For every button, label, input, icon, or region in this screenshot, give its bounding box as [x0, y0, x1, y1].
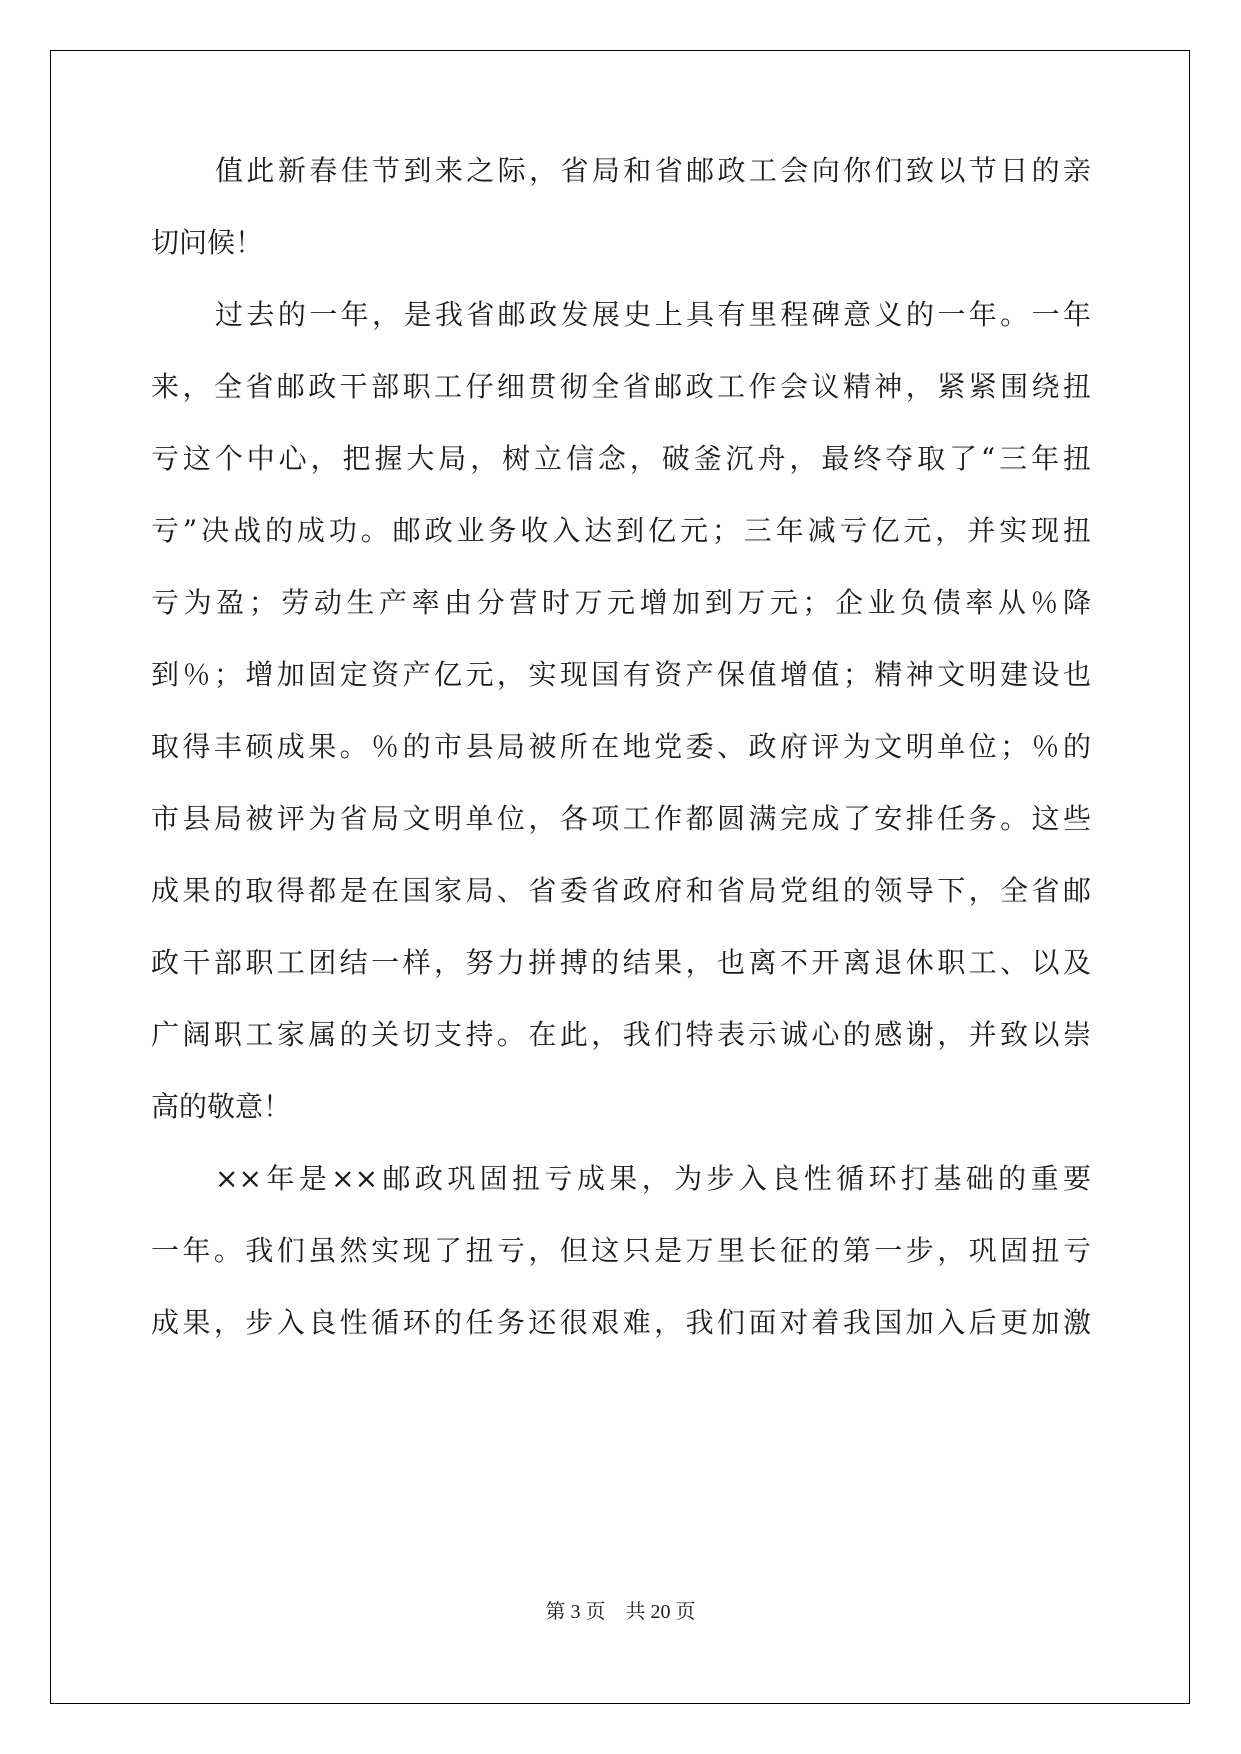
paragraph-2-line-3: 亏这个中心，把握大局，树立信念，破釜沉舟，最终夺取了“三年扭: [151, 442, 1091, 475]
paragraph-2-line-5: 亏为盈；劳动生产率由分营时万元增加到万元；企业负债率从％降: [151, 586, 1091, 619]
paragraph-2-line-11: 广阔职工家属的关切支持。在此，我们特表示诚心的感谢，并致以崇: [151, 1018, 1091, 1051]
paragraph-3-line-3: 成果，步入良性循环的任务还很艰难，我们面对着我国加入后更加激: [151, 1306, 1091, 1339]
paragraph-3-line-2: 一年。我们虽然实现了扭亏，但这只是万里长征的第一步，巩固扭亏: [151, 1234, 1091, 1267]
paragraph-2-line-9: 成果的取得都是在国家局、省委省政府和省局党组的领导下，全省邮: [151, 874, 1091, 907]
paragraph-2-line-12: 高的敬意！: [151, 1090, 292, 1123]
paragraph-1-line-2: 切问候！: [151, 226, 264, 259]
page-footer: [0, 1595, 1241, 1624]
paragraph-2-line-10: 政干部职工团结一样，努力拼搏的结果，也离不开离退休职工、以及: [151, 946, 1091, 979]
paragraph-2-line-6: 到％；增加固定资产亿元，实现国有资产保值增值；精神文明建设也: [151, 658, 1091, 691]
paragraph-2-line-7: 取得丰硕成果。％的市县局被所在地党委、政府评为文明单位；％的: [151, 730, 1091, 763]
page-number-label: 第 3 页 共 20 页: [545, 1601, 696, 1623]
paragraph-3-line-1: ××年是××邮政巩固扭亏成果，为步入良性循环打基础的重要: [215, 1162, 1091, 1195]
paragraph-2-line-1: 过去的一年，是我省邮政发展史上具有里程碑意义的一年。一年: [215, 298, 1091, 331]
paragraph-2-line-2: 来，全省邮政干部职工仔细贯彻全省邮政工作会议精神，紧紧围绕扭: [151, 370, 1091, 403]
paragraph-2-line-8: 市县局被评为省局文明单位，各项工作都圆满完成了安排任务。这些: [151, 802, 1091, 835]
paragraph-1-line-1: 值此新春佳节到来之际，省局和省邮政工会向你们致以节日的亲: [215, 154, 1091, 187]
paragraph-2-line-4: 亏”决战的成功。邮政业务收入达到亿元；三年减亏亿元，并实现扭: [151, 514, 1091, 547]
